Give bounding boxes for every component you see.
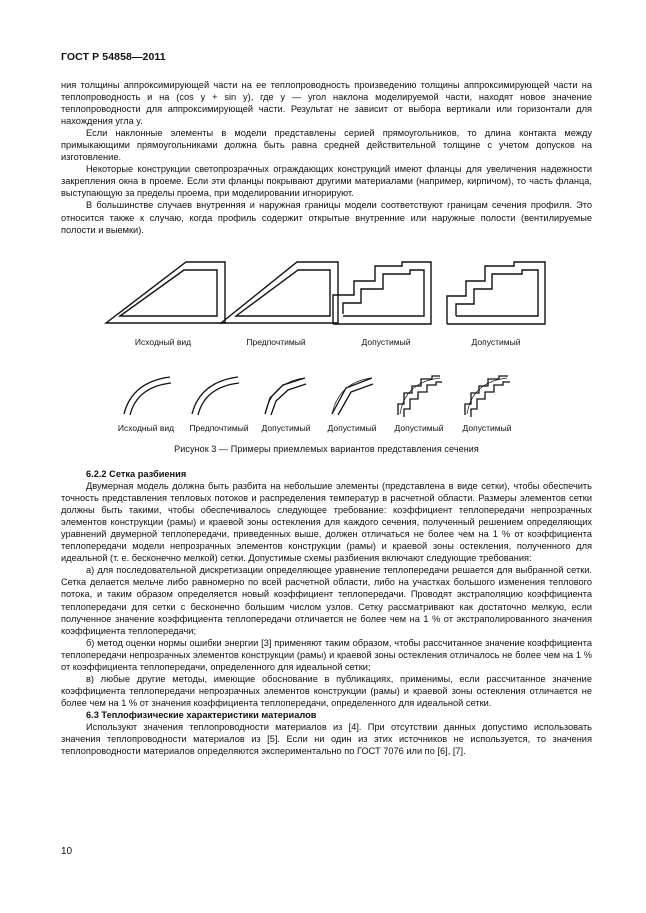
figure-label: Исходный вид xyxy=(117,423,175,433)
figure-label: Допустимый xyxy=(394,423,444,433)
intro-text xyxy=(61,79,592,236)
figure-label: Допустимый xyxy=(462,423,512,433)
figure-label: Допустимый xyxy=(361,337,411,347)
paragraph: Если наклонные элементы в модели представлены серией прямоугольников, то длина контакта между примыкающими прямоугольниками должна быть равна средней действительной толщине с учетом допусков на изготовление. xyxy=(61,128,592,163)
profile-original xyxy=(106,262,225,323)
section-heading: 6.2.2 Сетка разбиения xyxy=(86,469,187,479)
arc-original xyxy=(124,377,171,415)
page-number: 10 xyxy=(61,846,73,857)
paragraph: Используют значения теплопроводности материалов из [4]. При отсутствии данных допустимо использовать значения теплопроводности материалов из [5]. Если ни один из этих источников не используется, то значения теплопроводности материалов определяются экспериментально по ГОСТ 7076 или по [6], [7]. xyxy=(61,721,592,757)
arc-stepped-1 xyxy=(398,376,442,417)
paragraph: Двумерная модель должна быть разбита на небольшие элементы (представлена в виде сетки), чтобы обеспечить точность представления тепловых потоков и распределения температур в расчетной области. Размеры элементов сетки должны быть такими, чтобы обеспечивалось следующее требование: коэффициент теплопередачи непрозрачных элементов конструкции (рамы) и краевой зоны остекления для каждого сечения, полученный решением определяющих уравнений двумерной теплопередачи, приведенных выше, должен отличаться не более чем на 1 % от коэффициента теплопередачи модели непрозрачных элементов конструкции (рамы) и краевой зоны остекления, полученного для идеальной (т. е. бесконечно мелкой) сетки. Допустимые схемы разбиения включают следующие требования: xyxy=(61,481,592,564)
section-heading: 6.3 Теплофизические характеристики материалов xyxy=(86,709,317,720)
figure-label: Предпочтимый xyxy=(246,337,306,347)
document-header: ГОСТ Р 54858—2011 xyxy=(61,51,166,63)
figure-label: Допустимый xyxy=(261,423,311,433)
profile-preferred xyxy=(221,262,338,323)
figure-label: Исходный вид xyxy=(134,337,192,347)
paragraph: Некоторые конструкции светопрозрачных ограждающих конструкций имеют фланцы для увеличения надежности закрепления окна в проеме. Если эти фланцы покрывают другими материалами (например, кирпичом), то часть фланца, выступающую за пределы проема, при моделировании игнорируют. xyxy=(61,164,592,199)
arc-polyline-1 xyxy=(265,378,306,415)
arc-polyline-2 xyxy=(332,378,373,415)
arc-stepped-2 xyxy=(465,376,510,417)
list-item: а) для последовательной дискретизации определяющее уравнение теплопередачи решается для выбранной сетки. Сетка делается мельче либо равномерно по всей расчетной области, либо на участках большого изменения теплового потока, и таким образом определяется новый коэффициент теплопередачи. Проводят экстраполяцию коэффициента теплопередачи для сетки с бесконечно большим числом узлов. Сетку рассматривают как достаточно мелкую, если полученное значение коэффициента теплопередачи отличается не более чем на 1 % от экстраполированного значения коэффициента теплопередачи; xyxy=(61,565,592,636)
profile-stepped-2 xyxy=(447,262,545,324)
paragraph: ния толщины аппроксимирующей части на ее теплопроводность произведению толщины аппроксимирующей части на теплопроводность и на (cos y + sin y), где y — угол наклона моделируемой части, находят новое значение теплопроводности для аппроксимирующей части. Результат не зависит от выбора вертикали или горизонтали для нахождения угла y. xyxy=(61,80,592,127)
paragraph: В большинстве случаев внутренняя и наружная границы модели соответствуют границам сечения профиля. Это относится также к случаю, когда профиль содержит открытые внутренние или наружные полости (вентилируемые полости и выемки). xyxy=(61,200,592,235)
arc-preferred xyxy=(192,377,239,415)
figure-label: Допустимый xyxy=(327,423,377,433)
list-item: в) любые другие методы, имеющие обоснование в публикациях, применимы, если рассчитанное значение коэффициента теплопередачи непрозрачных элементов конструкции (рамы) и краевой зоны остекления отличается не более чем на 1 % от значения коэффициента теплопередачи, определенного для идеальной сетки. xyxy=(61,673,592,708)
profile-stepped-1 xyxy=(333,262,431,324)
figure-caption: Рисунок 3 — Примеры приемлемых вариантов представления сечения xyxy=(174,444,479,454)
figure-label: Предпочтимый xyxy=(189,423,249,433)
section-6-2-2 xyxy=(61,468,592,757)
list-item: б) метод оценки нормы ошибки энергии [3] применяют таким образом, чтобы рассчитанное значение коэффициента теплопередачи непрозрачных элементов конструкции (рамы) и краевой зоны остекления отличалось не более чем на 1 % от коэффициента теплопередачи, определенного для идеальной сетки; xyxy=(61,637,592,672)
figure-label: Допустимый xyxy=(471,337,521,347)
